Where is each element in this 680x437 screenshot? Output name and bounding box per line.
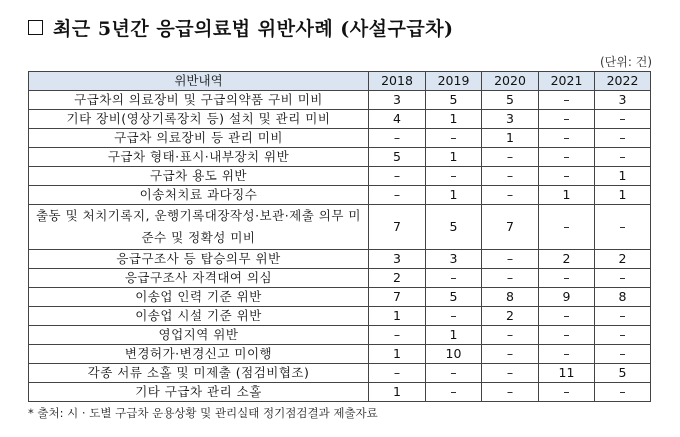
cell-2018: 3	[369, 91, 426, 110]
cell-2020: 7	[482, 205, 539, 250]
title-text: 최근 5년간 응급의료법 위반사례 (사설구급차)	[53, 17, 454, 40]
cell-2022: 1	[595, 167, 651, 186]
table-row	[29, 110, 651, 129]
table-row	[29, 205, 651, 250]
row-category: 영업지역 위반	[29, 326, 369, 345]
cell-2022: –	[595, 269, 651, 288]
cell-2021: –	[539, 110, 595, 129]
table-row	[29, 186, 651, 205]
cell-2018: –	[369, 364, 426, 383]
cell-2019: 1	[426, 326, 482, 345]
cell-2021: –	[539, 91, 595, 110]
row-category: 변경허가·변경신고 미이행	[29, 345, 369, 364]
table-row	[29, 269, 651, 288]
table-row	[29, 364, 651, 383]
cell-2018: 5	[369, 148, 426, 167]
cell-2020: –	[482, 186, 539, 205]
row-category: 기타 장비(영상기록장치 등) 설치 및 관리 미비	[29, 110, 369, 129]
row-category: 구급차 용도 위반	[29, 167, 369, 186]
table-row	[29, 250, 651, 269]
cell-2019: 1	[426, 110, 482, 129]
cell-2021: –	[539, 326, 595, 345]
row-category: 각종 서류 소홀 및 미제출 (점검비협조)	[29, 364, 369, 383]
table-row	[29, 383, 651, 402]
unit-label: (단위: 건)	[600, 55, 652, 69]
table-header-row	[29, 72, 651, 91]
table-body	[29, 91, 651, 402]
row-category: 응급구조사 등 탑승의무 위반	[29, 250, 369, 269]
row-category: 이송처치료 과다징수	[29, 186, 369, 205]
cell-2021: 11	[539, 364, 595, 383]
header-2018: 2018	[369, 72, 426, 91]
cell-2019: 1	[426, 186, 482, 205]
row-category: 기타 구급차 관리 소홀	[29, 383, 369, 402]
cell-2019: 3	[426, 250, 482, 269]
cell-2020: 5	[482, 91, 539, 110]
cell-2021: –	[539, 383, 595, 402]
cell-2018: –	[369, 167, 426, 186]
cell-2019: 1	[426, 148, 482, 167]
cell-2020: –	[482, 148, 539, 167]
cell-2021: 2	[539, 250, 595, 269]
row-category: 이송업 인력 기준 위반	[29, 288, 369, 307]
cell-2022: –	[595, 148, 651, 167]
row-category: 이송업 시설 기준 위반	[29, 307, 369, 326]
cell-2019: –	[426, 129, 482, 148]
page-title	[28, 10, 454, 44]
cell-2022: –	[595, 129, 651, 148]
table-row	[29, 288, 651, 307]
cell-2021: –	[539, 129, 595, 148]
cell-2018: 2	[369, 269, 426, 288]
cell-2022: 5	[595, 364, 651, 383]
cell-2018: 7	[369, 288, 426, 307]
cell-2018: 1	[369, 345, 426, 364]
cell-2021: –	[539, 307, 595, 326]
cell-2022: 8	[595, 288, 651, 307]
cell-2021: –	[539, 345, 595, 364]
cell-2022: 3	[595, 91, 651, 110]
cell-2018: –	[369, 326, 426, 345]
cell-2018: 3	[369, 250, 426, 269]
cell-2019: 5	[426, 288, 482, 307]
cell-2022: 1	[595, 186, 651, 205]
row-category: 구급차의 의료장비 및 구급의약품 구비 미비	[29, 91, 369, 110]
cell-2022: 2	[595, 250, 651, 269]
row-category: 구급차 형태·표시·내부장치 위반	[29, 148, 369, 167]
cell-2019: –	[426, 167, 482, 186]
cell-2019: –	[426, 269, 482, 288]
table-row	[29, 307, 651, 326]
cell-2020: 3	[482, 110, 539, 129]
cell-2020: –	[482, 250, 539, 269]
row-category: 출동 및 처치기록지, 운행기록대장작성·보관·제출 의무 미준수 및 정확성 미비	[29, 205, 369, 250]
violations-table	[28, 71, 651, 402]
cell-2020: –	[482, 167, 539, 186]
cell-2020: –	[482, 345, 539, 364]
table-row	[29, 326, 651, 345]
cell-2020: –	[482, 364, 539, 383]
header-category: 위반내역	[29, 72, 369, 91]
row-category: 구급차 의료장비 등 관리 미비	[29, 129, 369, 148]
cell-2019: 10	[426, 345, 482, 364]
cell-2021: –	[539, 205, 595, 250]
checkbox-square-icon	[28, 20, 43, 35]
cell-2019: –	[426, 383, 482, 402]
cell-2020: 8	[482, 288, 539, 307]
table-row	[29, 148, 651, 167]
cell-2022: –	[595, 110, 651, 129]
header-2021: 2021	[539, 72, 595, 91]
table-row	[29, 129, 651, 148]
cell-2022: –	[595, 383, 651, 402]
cell-2021: 9	[539, 288, 595, 307]
cell-2022: –	[595, 205, 651, 250]
cell-2018: 1	[369, 307, 426, 326]
source-note: * 출처: 시 · 도별 구급차 운용상황 및 관리실태 정기점검결과 제출자료	[28, 406, 378, 420]
cell-2021: 1	[539, 186, 595, 205]
cell-2019: –	[426, 364, 482, 383]
cell-2020: 1	[482, 129, 539, 148]
cell-2022: –	[595, 345, 651, 364]
table-row	[29, 345, 651, 364]
cell-2022: –	[595, 326, 651, 345]
cell-2020: –	[482, 326, 539, 345]
cell-2021: –	[539, 269, 595, 288]
cell-2021: –	[539, 167, 595, 186]
cell-2019: 5	[426, 91, 482, 110]
header-2019: 2019	[426, 72, 482, 91]
cell-2020: –	[482, 383, 539, 402]
cell-2020: 2	[482, 307, 539, 326]
cell-2018: 7	[369, 205, 426, 250]
table-row	[29, 91, 651, 110]
cell-2021: –	[539, 148, 595, 167]
cell-2018: 4	[369, 110, 426, 129]
cell-2018: –	[369, 129, 426, 148]
cell-2018: 1	[369, 383, 426, 402]
cell-2022: –	[595, 307, 651, 326]
table-row	[29, 167, 651, 186]
cell-2019: –	[426, 307, 482, 326]
row-category: 응급구조사 자격대여 의심	[29, 269, 369, 288]
cell-2020: –	[482, 269, 539, 288]
header-2020: 2020	[482, 72, 539, 91]
header-2022: 2022	[595, 72, 651, 91]
cell-2019: 5	[426, 205, 482, 250]
cell-2018: –	[369, 186, 426, 205]
